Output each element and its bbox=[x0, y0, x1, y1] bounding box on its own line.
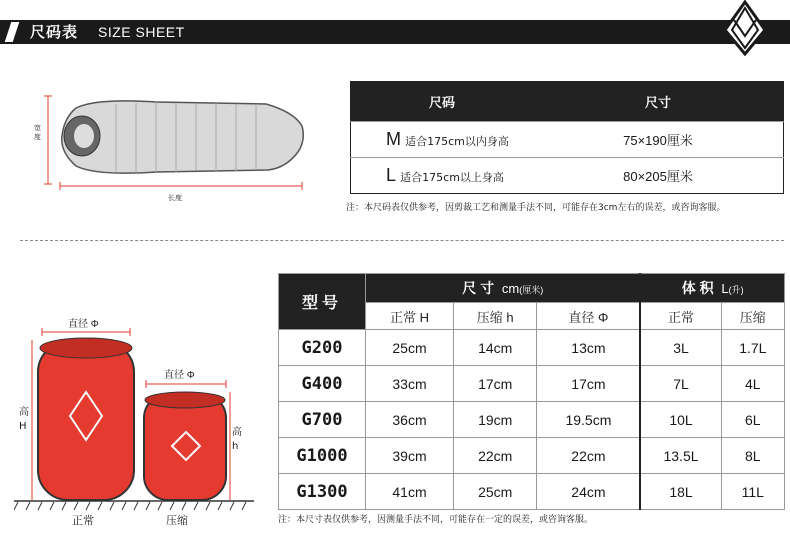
dims-cell: 80×205厘米 bbox=[533, 158, 784, 194]
cell-vc: 11L bbox=[721, 474, 784, 510]
cell-hc: 17cm bbox=[453, 366, 536, 402]
spec-table bbox=[278, 273, 785, 510]
size-code: M bbox=[386, 129, 401, 149]
brand-logo-icon bbox=[720, 0, 770, 56]
dims-header: 尺寸 bbox=[533, 82, 784, 122]
normal-label: 正常 bbox=[72, 514, 94, 527]
cell-v: 3L bbox=[640, 330, 721, 366]
dims-cell: 75×190厘米 bbox=[533, 122, 784, 158]
divider bbox=[20, 240, 784, 241]
height-label-small: 高 h bbox=[232, 427, 242, 452]
size-code: L bbox=[386, 165, 397, 185]
cell-d: 19.5cm bbox=[537, 402, 640, 438]
height-label: 高 H bbox=[19, 407, 29, 432]
col-diameter: 直径 Φ bbox=[537, 303, 640, 330]
table-row bbox=[279, 330, 785, 366]
sleeping-bag-diagram bbox=[36, 88, 336, 206]
size-cell bbox=[351, 158, 534, 194]
cell-vc: 6L bbox=[721, 402, 784, 438]
table-row bbox=[279, 438, 785, 474]
vol-unit-cn: (升) bbox=[728, 285, 744, 295]
model-cell: G200 bbox=[279, 330, 366, 366]
cell-h: 36cm bbox=[366, 402, 454, 438]
cell-vc: 1.7L bbox=[721, 330, 784, 366]
cell-h: 39cm bbox=[366, 438, 454, 474]
length-label: 长度 bbox=[168, 194, 182, 202]
dim-header: 尺 寸 bbox=[462, 280, 495, 296]
vol-unit: L bbox=[721, 281, 729, 296]
model-cell: G400 bbox=[279, 366, 366, 402]
vol-header-cell bbox=[640, 274, 784, 303]
dim-unit: cm bbox=[501, 281, 520, 296]
table-row bbox=[279, 402, 785, 438]
size-note: 注：本尺码表仅供参考，因剪裁工艺和测量手法不同，可能存在3cm左右的误差，或咨询客服。 bbox=[346, 203, 726, 213]
size-cell bbox=[351, 122, 534, 158]
page-title: 尺码表 bbox=[30, 23, 79, 41]
table-row bbox=[279, 474, 785, 510]
cell-h: 41cm bbox=[366, 474, 454, 510]
cell-d: 13cm bbox=[537, 330, 640, 366]
cell-d: 17cm bbox=[537, 366, 640, 402]
model-cell: G700 bbox=[279, 402, 366, 438]
page-subtitle: SIZE SHEET bbox=[98, 24, 185, 40]
vol-header: 体 积 bbox=[681, 280, 714, 296]
cell-vc: 4L bbox=[721, 366, 784, 402]
col-compressed-h: 压缩 h bbox=[453, 303, 536, 330]
cell-hc: 22cm bbox=[453, 438, 536, 474]
table-row bbox=[279, 366, 785, 402]
cell-h: 25cm bbox=[366, 330, 454, 366]
diameter-label: 直径 Φ bbox=[68, 319, 99, 330]
col-normal-h: 正常 H bbox=[366, 303, 454, 330]
cell-v: 18L bbox=[640, 474, 721, 510]
cell-hc: 14cm bbox=[453, 330, 536, 366]
model-cell: G1300 bbox=[279, 474, 366, 510]
table-row bbox=[351, 122, 784, 158]
col-vol-normal: 正常 bbox=[640, 303, 721, 330]
spec-note: 注：本尺寸表仅供参考，因测量手法不同，可能存在一定的误差，或咨询客服。 bbox=[278, 515, 594, 525]
cell-v: 7L bbox=[640, 366, 721, 402]
size-desc: 适合175cm以上身高 bbox=[400, 171, 504, 184]
model-header: 型号 bbox=[279, 274, 366, 330]
col-vol-compressed: 压缩 bbox=[721, 303, 784, 330]
cell-hc: 25cm bbox=[453, 474, 536, 510]
stuff-sack-diagram bbox=[14, 320, 254, 510]
size-header: 尺码 bbox=[351, 82, 534, 122]
diameter-label-small: 直径 Φ bbox=[164, 370, 195, 381]
cell-hc: 19cm bbox=[453, 402, 536, 438]
size-table bbox=[350, 81, 784, 194]
cell-v: 10L bbox=[640, 402, 721, 438]
cell-v: 13.5L bbox=[640, 438, 721, 474]
compressed-label: 压缩 bbox=[166, 514, 188, 527]
dim-unit-cn: (厘米) bbox=[519, 285, 544, 295]
cell-d: 22cm bbox=[537, 438, 640, 474]
size-desc: 适合175cm以内身高 bbox=[405, 135, 509, 148]
cell-vc: 8L bbox=[721, 438, 784, 474]
cell-d: 24cm bbox=[537, 474, 640, 510]
cell-h: 33cm bbox=[366, 366, 454, 402]
model-cell: G1000 bbox=[279, 438, 366, 474]
width-label: 宽度 bbox=[34, 124, 41, 141]
dim-header-cell bbox=[366, 274, 641, 303]
table-row bbox=[351, 158, 784, 194]
